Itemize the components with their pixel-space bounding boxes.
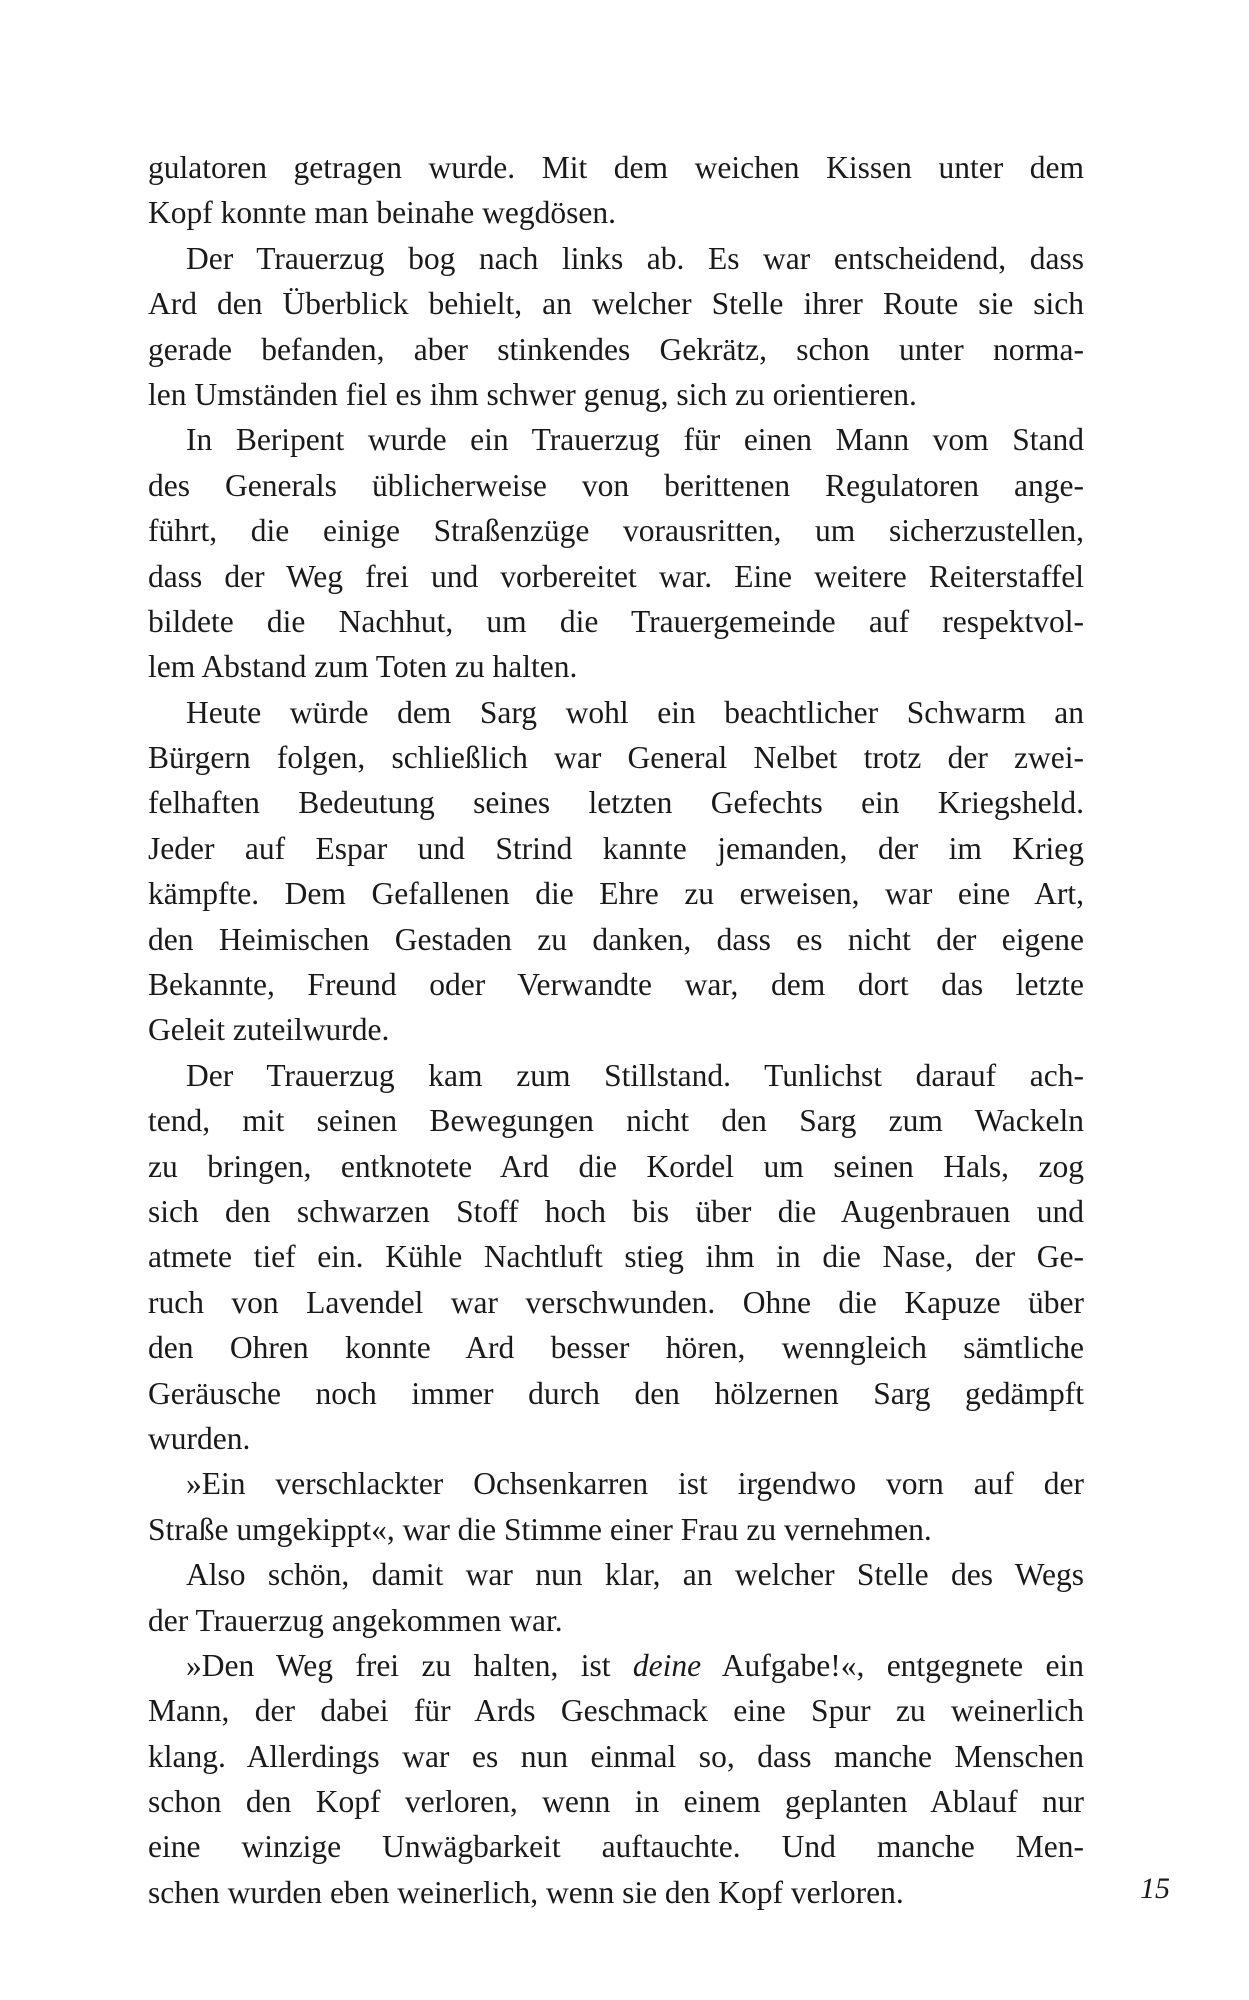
text-line — [148, 554, 1084, 599]
text-line — [148, 1325, 1084, 1370]
text-segment: Kopf konnte man beinahe wegdösen. — [148, 195, 616, 231]
text-line — [148, 1371, 1084, 1416]
text-line — [148, 1234, 1084, 1279]
text-segment: In Beripent wurde ein Trauerzug für einen Mann vom Stand — [186, 422, 1084, 458]
text-line — [148, 463, 1084, 508]
text-line — [148, 1507, 1084, 1552]
text-line — [148, 599, 1084, 644]
page-number: 15 — [1140, 1872, 1170, 1905]
text-line — [148, 1824, 1084, 1869]
text-line — [148, 1053, 1084, 1098]
text-segment: Jeder auf Espar und Strind kannte jemanden, der im Krieg — [148, 830, 1084, 866]
text-segment: felhaften Bedeutung seines letzten Gefechts ein Kriegsheld. — [148, 785, 1084, 821]
text-line — [148, 327, 1084, 372]
text-segment: Geräusche noch immer durch den hölzernen Sarg gedämpft — [148, 1375, 1084, 1411]
text-line — [148, 1416, 1084, 1461]
text-line — [148, 508, 1084, 553]
text-segment: Heute würde dem Sarg wohl ein beachtlicher Schwarm an — [186, 694, 1084, 730]
text-line — [148, 1189, 1084, 1234]
text-segment: lem Abstand zum Toten zu halten. — [148, 649, 578, 685]
text-line — [148, 417, 1084, 462]
text-line — [148, 1870, 1084, 1915]
text-line — [148, 826, 1084, 871]
text-line — [148, 735, 1084, 780]
text-line — [148, 1007, 1084, 1052]
text-segment: Straße umgekippt«, war die Stimme einer Frau zu vernehmen. — [148, 1511, 932, 1547]
text-segment: Der Trauerzug kam zum Stillstand. Tunlichst darauf ach- — [186, 1057, 1084, 1093]
text-line — [148, 190, 1084, 235]
text-line — [148, 780, 1084, 825]
text-line — [148, 644, 1084, 689]
text-line — [148, 1098, 1084, 1143]
text-line — [148, 1461, 1084, 1506]
text-segment: klang. Allerdings war es nun einmal so, dass manche Menschen — [148, 1738, 1084, 1774]
text-line — [148, 1643, 1084, 1688]
body-text — [148, 145, 1084, 1915]
text-segment: Geleit zuteilwurde. — [148, 1012, 390, 1048]
text-line — [148, 1552, 1084, 1597]
text-segment: dass der Weg frei und vorbereitet war. Eine weitere Reiterstaffel — [148, 558, 1084, 594]
emphasis-text: deine — [632, 1647, 702, 1683]
text-segment: kämpfte. Dem Gefallenen die Ehre zu erweisen, war eine Art, — [148, 876, 1084, 912]
text-segment: führt, die einige Straßenzüge vorausritten, um sicherzustellen, — [148, 513, 1084, 549]
text-line — [148, 917, 1084, 962]
text-segment: ruch von Lavendel war verschwunden. Ohne die Kapuze über — [148, 1284, 1084, 1320]
text-line — [148, 871, 1084, 916]
text-segment: Bekannte, Freund oder Verwandte war, dem dort das letzte — [148, 967, 1084, 1003]
text-segment: der Trauerzug angekommen war. — [148, 1602, 563, 1638]
text-line — [148, 690, 1084, 735]
text-segment: tend, mit seinen Bewegungen nicht den Sarg zum Wackeln — [148, 1103, 1084, 1139]
text-line — [148, 236, 1084, 281]
text-line — [148, 1734, 1084, 1779]
text-segment: Aufgabe!«, entgegnete ein — [701, 1647, 1084, 1683]
text-line — [148, 1598, 1084, 1643]
text-segment: bildete die Nachhut, um die Trauergemeinde auf respektvol- — [148, 603, 1084, 639]
text-segment: wurden. — [148, 1420, 251, 1456]
text-segment: gulatoren getragen wurde. Mit dem weichen Kissen unter dem — [148, 150, 1084, 185]
text-segment: atmete tief ein. Kühle Nachtluft stieg ihm in die Nase, der Ge- — [148, 1239, 1084, 1275]
text-segment: »Ein verschlackter Ochsenkarren ist irgendwo vorn auf der — [186, 1466, 1084, 1502]
text-line — [148, 145, 1084, 190]
text-segment: schen wurden eben weinerlich, wenn sie den Kopf verloren. — [148, 1874, 904, 1910]
text-segment: des Generals üblicherweise von berittenen Regulatoren ange- — [148, 467, 1084, 503]
text-segment: Der Trauerzug bog nach links ab. Es war entscheidend, dass — [186, 240, 1084, 276]
text-line — [148, 1779, 1084, 1824]
text-line — [148, 372, 1084, 417]
text-segment: sich den schwarzen Stoff hoch bis über die Augenbrauen und — [148, 1193, 1084, 1229]
text-line — [148, 1144, 1084, 1189]
text-segment: den Heimischen Gestaden zu danken, dass es nicht der eigene — [148, 921, 1084, 957]
text-segment: schon den Kopf verloren, wenn in einem geplanten Ablauf nur — [148, 1784, 1084, 1820]
text-line — [148, 281, 1084, 326]
text-segment: »Den Weg frei zu halten, ist — [186, 1647, 633, 1683]
text-segment: gerade befanden, aber stinkendes Gekrätz, schon unter norma- — [148, 331, 1084, 367]
text-segment: Ard den Überblick behielt, an welcher Stelle ihrer Route sie sich — [148, 286, 1084, 322]
text-segment: zu bringen, entknotete Ard die Kordel um seinen Hals, zog — [148, 1148, 1084, 1184]
text-segment: eine winzige Unwägbarkeit auftauchte. Und manche Men- — [148, 1829, 1084, 1865]
text-line — [148, 1280, 1084, 1325]
text-segment: Also schön, damit war nun klar, an welcher Stelle des Wegs — [186, 1557, 1084, 1593]
text-segment: len Umständen fiel es ihm schwer genug, sich zu orientieren. — [148, 376, 917, 412]
text-line — [148, 1688, 1084, 1733]
text-segment: Bürgern folgen, schließlich war General Nelbet trotz der zwei- — [148, 740, 1084, 776]
text-segment: den Ohren konnte Ard besser hören, wenngleich sämtliche — [148, 1330, 1084, 1366]
text-segment: Mann, der dabei für Ards Geschmack eine Spur zu weinerlich — [148, 1693, 1084, 1729]
text-line — [148, 962, 1084, 1007]
